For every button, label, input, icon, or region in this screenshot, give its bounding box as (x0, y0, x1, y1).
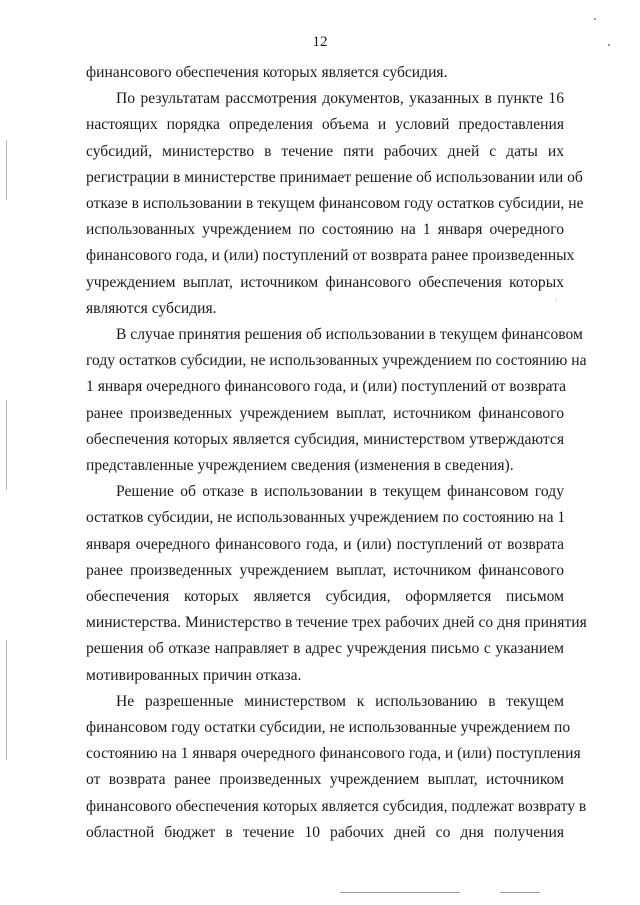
text-line: использованных учреждением по состоянию на 1 января очередного (86, 221, 564, 239)
text-line: являются субсидия. (86, 299, 217, 317)
text-line: министерства. Министерство в течение трех рабочих дней со дня принятия (86, 614, 587, 632)
paragraph-refusal-decision (86, 479, 587, 689)
page-number: 12 (312, 34, 328, 50)
text-line: обеспечения которых является субсидия, оформляется письмом (86, 588, 564, 606)
text-line: состоянию на 1 января очередного финансового года, и (или) поступления (86, 745, 581, 763)
text-line: 1 января очередного финансового года, и (или) поступлений от возврата (86, 378, 567, 396)
text-line: году остатков субсидии, не использованных учреждением по состоянию на (86, 352, 587, 370)
scan-margin-mark (6, 400, 7, 490)
scan-bottom-edge (500, 892, 540, 893)
scan-speck (594, 18, 596, 20)
text-line: решения об отказе направляет в адрес учреждения письмо с указанием (86, 640, 564, 658)
text-line: ранее произведенных учреждением выплат, источником финансового (86, 561, 564, 579)
text-line: января очередного финансового года, и (или) поступлений от возврата (86, 535, 564, 553)
scan-margin-mark (6, 140, 7, 200)
paragraph-return-funds (86, 689, 587, 846)
text-line: По результатам рассмотрения документов, указанных в пункте 16 (116, 90, 564, 108)
text-line: настоящих порядка определения объема и условий предоставления (86, 116, 564, 134)
paragraph-use-decision (86, 322, 587, 479)
text-line: В случае принятия решения об использовании в текущем финансовом (116, 326, 583, 344)
text-line: Решение об отказе в использовании в текущем финансовом году (116, 483, 564, 501)
text-line: обеспечения которых является субсидия, министерством утверждаются (86, 430, 564, 448)
text-line: финансового обеспечения которых является субсидия, подлежат возврату в (86, 797, 587, 815)
text-line: Не разрешенные министерством к использованию в текущем (116, 692, 564, 710)
paragraph-review-results (86, 86, 584, 322)
document-body (86, 60, 587, 846)
text-line: регистрации в министерстве принимает решение об использовании или об (86, 168, 583, 186)
scan-speck (556, 300, 557, 301)
text-line: областной бюджет в течение 10 рабочих дней со дня получения (86, 823, 564, 841)
text-line: финансовом году остатки субсидии, не использованные учреждением по (86, 719, 571, 737)
scan-bottom-edge (340, 892, 460, 893)
text-line: остатков субсидии, не использованных учреждением по состоянию на 1 (86, 509, 566, 527)
text-line: представленные учреждением сведения (изменения в сведения). (86, 457, 514, 475)
text-line: ранее произведенных учреждением выплат, источником финансового (86, 404, 564, 422)
text-line: от возврата ранее произведенных учреждением выплат, источником (86, 771, 564, 789)
text-line: отказе в использовании в текущем финансовом году остатков субсидии, не (86, 195, 584, 213)
text-line: финансового обеспечения которых является субсидия. (86, 64, 448, 81)
scan-speck (608, 44, 610, 46)
text-line: мотивированных причин отказа. (86, 666, 302, 684)
text-line: субсидий, министерство в течение пяти рабочих дней с даты их (86, 142, 564, 160)
scan-margin-mark (6, 640, 7, 760)
text-line: финансового года, и (или) поступлений от возврата ранее произведенных (86, 247, 575, 265)
paragraph-continuation (86, 60, 564, 86)
text-line: учреждением выплат, источником финансового обеспечения которых (86, 273, 564, 291)
